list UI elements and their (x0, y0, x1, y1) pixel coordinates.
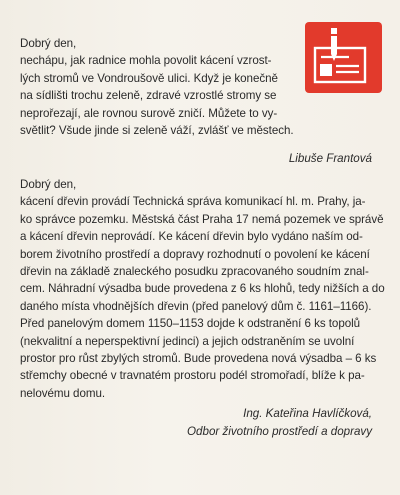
answer-line: a kácení dřevin neprovádí. Ke kácení dřevin bylo vydáno naším od- (20, 230, 363, 244)
answer-line: kácení dřevin provádí Technická správa komunikací hl. m. Prahy, ja- (20, 195, 366, 209)
question-line: na sídlišti trochu zeleně, zdravé vzrostlé stromy se (20, 89, 277, 103)
question-line: nechápu, jak radnice mohla povolit kácení vzrost- (20, 54, 272, 68)
answer-line: střemchy obecné v travnatém prostoru podél stromořadí, blíže k pa- (20, 369, 365, 383)
question-greeting: Dobrý den, (20, 37, 77, 50)
answer-line: nelovému domu. (20, 386, 106, 400)
answer-line: dřevin na základě znaleckého posudku zpracovaného soudním znal- (20, 265, 369, 279)
answer-line: ko správce pozemku. Městská část Praha 17 nemá pozemek ve správě (20, 212, 384, 226)
answer-line: Před panelovým domem 1150–1153 dojde k odstranění 6 ks topolů (20, 317, 361, 331)
answer-line: cem. Náhradní výsadba bude provedena z 6 ks hlohů, tedy nižších a do (20, 282, 385, 296)
question-letter (20, 35, 345, 139)
question-line: neprořezají, ale rovnou surově zničí. Můžete to vy- (20, 106, 278, 120)
answer-line: (nekvalitní a neperspektivní jedinci) a jejich odstraněním se uvolní (20, 334, 355, 348)
answer-letter (20, 176, 385, 402)
question-line: lých stromů ve Vondroušově ulici. Když je konečně (20, 71, 278, 85)
answer-signature-name: Ing. Kateřina Havlíčková, (243, 407, 372, 420)
answer-line: daného místa vhodnějších dřevin (před panelový dům č. 1161–1166). (20, 299, 372, 313)
question-signature: Libuše Frantová (288, 152, 372, 165)
answer-line: borem životního prostředí a dopravy rozhodnutí o povolení ke kácení (20, 247, 370, 261)
answer-signature-department: Odbor životního prostředí a dopravy (187, 425, 372, 438)
question-line: světlit? Všude jinde si zeleně váží, zvlášť ve městech. (20, 124, 294, 138)
answer-greeting: Dobrý den, (20, 178, 77, 191)
answer-line: prostor pro růst zbylých stromů. Bude provedena nová výsadba – 6 ks (20, 352, 377, 366)
